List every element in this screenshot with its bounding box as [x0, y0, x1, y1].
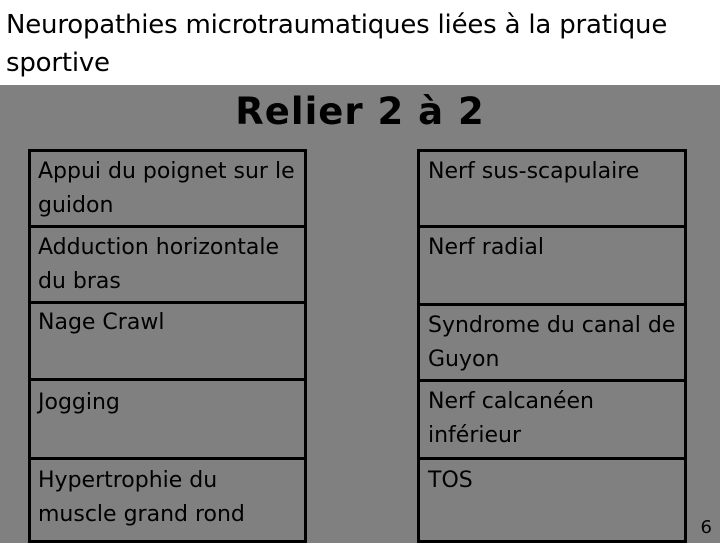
left-item-1[interactable]: [28, 149, 307, 228]
right-item-5[interactable]: [417, 457, 687, 543]
slide-header: [0, 0, 720, 85]
left-item-label: Jogging: [38, 390, 120, 415]
slide-title: Neuropathies microtraumatiques liées à la pratique sportive: [6, 10, 668, 78]
right-item-label: Syndrome du canal de Guyon: [428, 313, 676, 372]
right-item-2[interactable]: [417, 225, 687, 306]
left-item-3[interactable]: [28, 301, 307, 381]
right-item-1[interactable]: [417, 149, 687, 228]
right-item-label: Nerf calcanéen inférieur: [428, 389, 594, 448]
slide-number: 6: [700, 517, 712, 538]
right-item-label: Nerf radial: [428, 235, 544, 260]
left-item-label: Nage Crawl: [38, 310, 165, 335]
left-item-5[interactable]: [28, 457, 307, 543]
right-item-4[interactable]: [417, 379, 687, 460]
left-item-2[interactable]: [28, 225, 307, 304]
right-item-label: Nerf sus-scapulaire: [428, 159, 640, 184]
right-item-3[interactable]: [417, 303, 687, 382]
left-item-label: Appui du poignet sur le guidon: [38, 159, 295, 218]
left-item-label: Adduction horizontale du bras: [38, 235, 280, 294]
left-item-4[interactable]: [28, 378, 307, 460]
right-item-label: TOS: [428, 468, 473, 493]
exercise-heading: Relier 2 à 2: [235, 90, 485, 133]
left-item-label: Hypertrophie du muscle grand rond: [38, 468, 245, 527]
